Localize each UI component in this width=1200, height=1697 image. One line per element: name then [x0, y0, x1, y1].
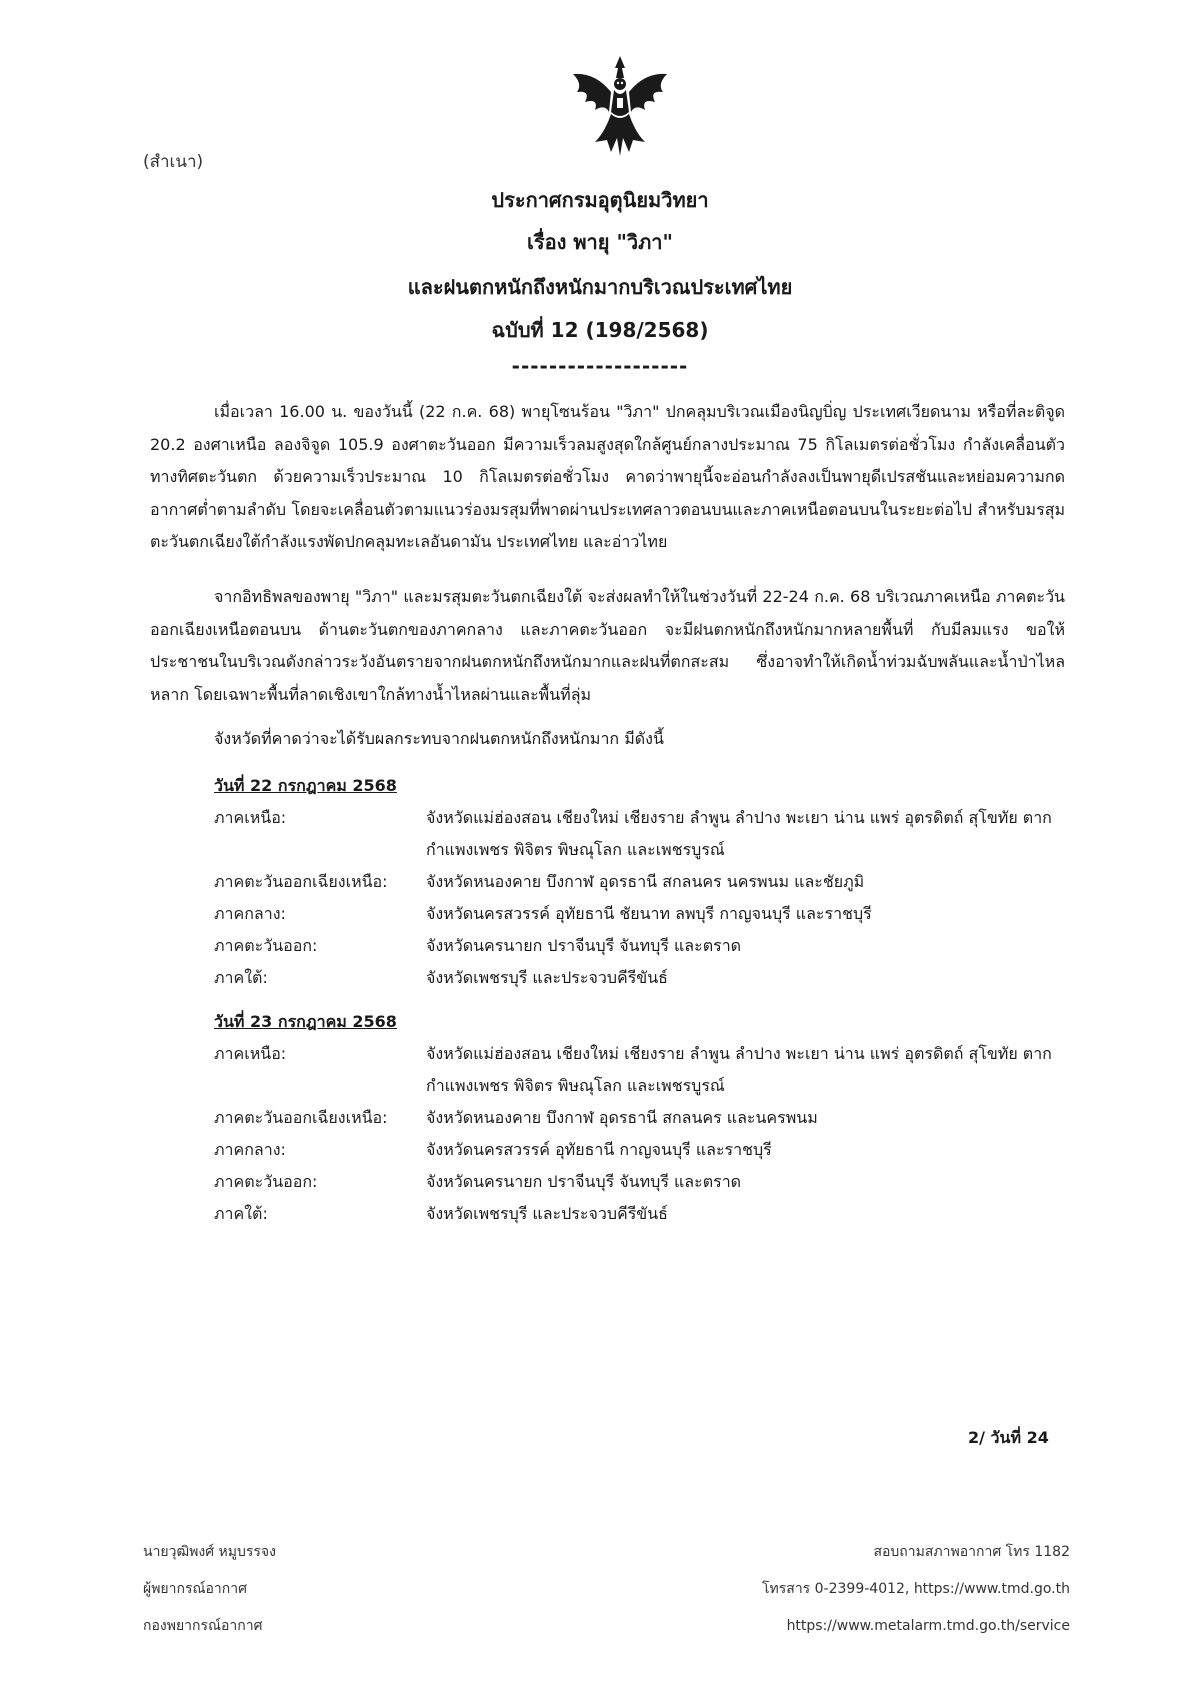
contact-fax-website: โทรสาร 0-2399-4012, https://www.tmd.go.th [762, 1581, 1070, 1597]
paragraph-storm-status: เมื่อเวลา 16.00 น. ของวันนี้ (22 ก.ค. 68) พายุโซนร้อน "วิภา" ปกคลุมบริเวณเมืองนิญบิ่ญ ประเทศเวียดนาม หรือที่ละติจูด 20.2 องศาเหนือ ลองจิจูด 105.9 องศาตะวันออก มีความเร็วลมสูงสุดใกล้ศูนย์กลางประมาณ 75 กิโลเมตรต่อชั่วโมง กำลังเคลื่อนตัวทางทิศตะวันตก ด้วยความเร็วประมาณ 10 กิโลเมตรต่อชั่วโมง คาดว่าพายุนี้จะอ่อนกำลังลงเป็นพายุดีเปรสชันและหย่อมความกดอากาศต่ำตามลำดับ โดยจะเคลื่อนตัวตามแนวร่องมรสุมที่พาดผ่านประเทศลาวตอนบนและภาคเหนือตอนบนในระยะต่อไป สำหรับมรสุมตะวันตกเฉียงใต้กำลังแรงพัดปกคลุมทะเลอันดามัน ประเทศไทย และอ่าวไทย [150, 402, 1065, 551]
contact-phone: สอบถามสภาพอากาศ โทร 1182 [873, 1544, 1070, 1560]
region-name: ภาคกลาง: [214, 1140, 286, 1159]
region-provinces: จังหวัดเพชรบุรี และประจวบคีรีขันธ์ [426, 1204, 668, 1223]
region-provinces: จังหวัดแม่ฮ่องสอน เชียงใหม่ เชียงราย ลำพูน ลำปาง พะเยา น่าน แพร่ อุตรดิตถ์ สุโขทัย ตาก กำแพงเพชร พิจิตร พิษณุโลก และเพชรบูรณ์ [426, 1044, 1052, 1095]
region-provinces: จังหวัดนครสวรรค์ อุทัยธานี กาญจนบุรี และราชบุรี [426, 1140, 772, 1159]
region-row [214, 802, 1074, 866]
region-name: ภาคใต้: [214, 968, 268, 987]
divider: ------------------- [511, 354, 689, 378]
region-provinces: จังหวัดหนองคาย บึงกาฬ อุดรธานี สกลนคร นครพนม และชัยภูมิ [426, 872, 865, 891]
day-section-23 [214, 1006, 1074, 1230]
document-issue: ฉบับที่ 12 (198/2568) [491, 318, 709, 342]
region-name: ภาคเหนือ: [214, 1044, 287, 1063]
region-row [214, 930, 1074, 962]
paragraph-impact-warning: จากอิทธิพลของพายุ "วิภา" และมรสุมตะวันตกเฉียงใต้ จะส่งผลทำให้ในช่วงวันที่ 22-24 ก.ค. 68 บริเวณภาคเหนือ ภาคตะวันออกเฉียงเหนือตอนบน ด้านตะวันตกของภาคกลาง และภาคตะวันออก จะมีฝนตกหนักถึงหนักมากหลายพื้นที่ กับมีลมแรง ขอให้ประชาชนในบริเวณดังกล่าวระวังอันตรายจากฝนตกหนักถึงหนักมากและฝนที่ตกสะสม ซึ่งอาจทำให้เกิดน้ำท่วมฉับพลันและน้ำป่าไหลหลาก โดยเฉพาะพื้นที่ลาดเชิงเขาใกล้ทางน้ำไหลผ่านและพื้นที่ลุ่ม [150, 587, 1065, 704]
region-row [214, 1166, 1074, 1198]
contact-service-link[interactable]: https://www.metalarm.tmd.go.th/service [786, 1618, 1070, 1634]
region-provinces: จังหวัดนครนายก ปราจีนบุรี จันทบุรี และตราด [426, 936, 742, 955]
region-row [214, 962, 1074, 994]
day-section-22 [214, 770, 1074, 994]
region-provinces: จังหวัดนครนายก ปราจีนบุรี จันทบุรี และตราด [426, 1172, 742, 1191]
region-row [214, 1102, 1074, 1134]
region-provinces: จังหวัดหนองคาย บึงกาฬ อุดรธานี สกลนคร และนครพนม [426, 1108, 818, 1127]
document-title: ประกาศกรมอุตุนิยมวิทยา [491, 188, 709, 212]
day-date: วันที่ 22 กรกฎาคม 2568 [214, 776, 397, 795]
forecaster-division: กองพยากรณ์อากาศ [143, 1618, 263, 1634]
region-name: ภาคกลาง: [214, 904, 286, 923]
document-subject-line2: และฝนตกหนักถึงหนักมากบริเวณประเทศไทย [407, 275, 793, 299]
day-date: วันที่ 23 กรกฎาคม 2568 [214, 1012, 397, 1031]
next-page-marker: 2/ วันที่ 24 [968, 1428, 1049, 1447]
region-row [214, 898, 1074, 930]
region-name: ภาคตะวันออก: [214, 1172, 318, 1191]
region-name: ภาคตะวันออกเฉียงเหนือ: [214, 1108, 388, 1127]
region-row [214, 1134, 1074, 1166]
region-name: ภาคตะวันออก: [214, 936, 318, 955]
footer-signatory [143, 1534, 276, 1645]
forecaster-position: ผู้พยากรณ์อากาศ [143, 1581, 247, 1597]
forecaster-name: นายวุฒิพงศ์ หมูบรรจง [143, 1544, 276, 1560]
region-provinces: จังหวัดแม่ฮ่องสอน เชียงใหม่ เชียงราย ลำพูน ลำปาง พะเยา น่าน แพร่ อุตรดิตถ์ สุโขทัย ตาก กำแพงเพชร พิจิตร พิษณุโลก และเพชรบูรณ์ [426, 808, 1052, 859]
region-name: ภาคตะวันออกเฉียงเหนือ: [214, 872, 388, 891]
region-name: ภาคเหนือ: [214, 808, 287, 827]
region-row [214, 1038, 1074, 1102]
provinces-intro: จังหวัดที่คาดว่าจะได้รับผลกระทบจากฝนตกหนักถึงหนักมาก มีดังนี้ [214, 729, 664, 748]
region-provinces: จังหวัดเพชรบุรี และประจวบคีรีขันธ์ [426, 968, 668, 987]
document-subject: เรื่อง พายุ "วิภา" [527, 230, 673, 254]
region-row [214, 1198, 1074, 1230]
region-row [214, 866, 1074, 898]
copy-mark: (สำเนา) [143, 152, 204, 172]
footer-contact [762, 1534, 1070, 1645]
garuda-emblem-icon [565, 52, 675, 160]
region-name: ภาคใต้: [214, 1204, 268, 1223]
region-provinces: จังหวัดนครสวรรค์ อุทัยธานี ชัยนาท ลพบุรี กาญจนบุรี และราชบุรี [426, 904, 872, 923]
